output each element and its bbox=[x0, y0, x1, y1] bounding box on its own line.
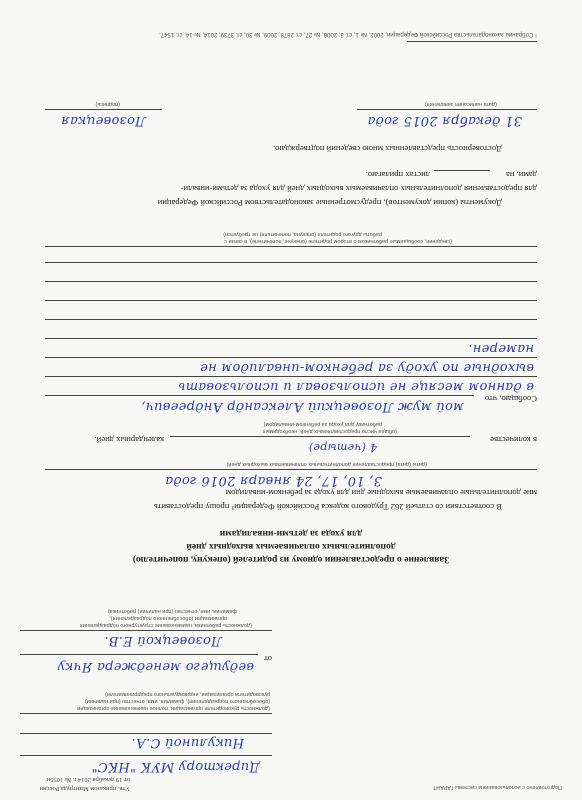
from-line-2 bbox=[20, 630, 272, 631]
from-name-handwritten: Лозовецкой Е.В. bbox=[104, 633, 222, 648]
approval-line-1: Утв. приказом Минтруда России bbox=[39, 785, 130, 792]
inform-line-7 bbox=[45, 281, 537, 282]
inform-line-8 bbox=[45, 262, 537, 263]
from-line-1 bbox=[20, 654, 258, 655]
documents-sheets-label: листах прилагаю. bbox=[365, 170, 430, 180]
amount-hint-1: (общее число предоставляемых дней, необходимых bbox=[262, 428, 397, 434]
signature-handwritten: Лозовецкая bbox=[60, 113, 146, 128]
date-handwritten: 31 декабря 2015 года bbox=[367, 113, 522, 128]
signature-line bbox=[45, 109, 162, 110]
form-title-line-1: Заявление о предоставлении одному из родителей (опекуну, попечителю) bbox=[132, 554, 450, 565]
garant-system-note: Подготовлено с использованием системы ГАРАНТ bbox=[432, 784, 562, 790]
inform-line-6 bbox=[45, 300, 537, 301]
request-dates-handwritten: 3, 10, 17, 24 января 2016 года bbox=[165, 473, 382, 488]
confirmation-text: Достоверность представленных мною сведений подтверждаю. bbox=[272, 144, 502, 154]
request-text-line-1: В соответствии со статьей 262 Трудового кодекса Российской Федерации¹ прошу предоставить bbox=[153, 502, 502, 512]
documents-line-3: дами, на bbox=[506, 170, 537, 180]
inform-line-9 bbox=[45, 246, 537, 247]
amount-handwritten: 4 (четыре) bbox=[308, 441, 377, 454]
inform-line-5 bbox=[45, 319, 537, 320]
footnote-text: ¹ Собрание законодательства Российской Федерации, 2002, № 1, ст. 3; 2006, № 27, ст. 2878; 2009, № 30, ст. 3739; 2014, № 14, ст. 1547. bbox=[159, 31, 537, 37]
inform-hint-2: работы другого родителя (опекуна, попечителя) не требуется) bbox=[223, 231, 382, 237]
request-text-line-2: мне дополнительные оплачиваемые выходные дни для ухода за ребенком-инвалидом bbox=[225, 488, 537, 498]
form-title-line-2: дополнительных оплачиваемых выходных дней bbox=[186, 541, 396, 552]
from-hint-1: (должность работника, наименование структурного подразделения bbox=[79, 622, 252, 628]
addressee-name-handwritten: Никулиной С.А. bbox=[131, 735, 244, 750]
from-label: от bbox=[264, 654, 272, 664]
inform-label: Сообщаю, что bbox=[484, 394, 537, 404]
days-label: календарных дней. bbox=[94, 435, 164, 445]
amount-line bbox=[170, 436, 470, 437]
signature-hint: (подпись) bbox=[95, 101, 120, 107]
inform-line-1 bbox=[45, 395, 474, 396]
amount-label: в количестве bbox=[490, 435, 537, 445]
inform-handwritten-1: мой муж Лозовецкий Александр Андреевич, bbox=[141, 399, 464, 414]
addressee-hint-3: руководителя организации, индивидуального предпринимателя) bbox=[105, 691, 270, 697]
request-dates-line bbox=[45, 469, 537, 470]
inform-line-4 bbox=[45, 338, 537, 339]
inform-handwritten-3: выходные по уходу за ребенком-инвалидом не bbox=[199, 360, 534, 375]
inform-handwritten-4: намерен. bbox=[468, 341, 534, 356]
inform-hint-1: (сведения, сообщаемые работником о втором родителе (опекуне, попечителе), в связи с bbox=[224, 238, 452, 244]
addressee-hint-1: (должность руководителя организации, полное наименование организации bbox=[77, 705, 270, 711]
addressee-line-2 bbox=[20, 733, 272, 734]
inform-line-2 bbox=[45, 376, 537, 377]
addressee-line-3 bbox=[20, 713, 272, 714]
documents-line-2: для предоставления дополнительных оплачиваемых выходных дней для ухода за детьми-инвали- bbox=[180, 184, 537, 194]
date-hint: (дата написания заявления) bbox=[424, 101, 497, 107]
inform-line-3 bbox=[45, 357, 537, 358]
sheets-count-line bbox=[434, 170, 490, 171]
from-hint-3: фамилия, имя, отчество (при наличии) работника) bbox=[107, 608, 237, 614]
addressee-position-handwritten: Директору МУК "НКС" bbox=[91, 759, 260, 774]
footnote-separator bbox=[407, 41, 537, 42]
documents-line-1: Документы (копии документов), предусмотренные законодательством Российской Федерации bbox=[157, 198, 502, 208]
request-dates-hint: (даты (дата) предоставления дополнительных оплачиваемых выходных дней) bbox=[226, 461, 427, 467]
addressee-hint-2: (обособленного подразделения), фамилия, имя, отчество (при наличии) bbox=[84, 698, 270, 704]
inform-handwritten-2: в данном месяце не использовал и использовать bbox=[178, 379, 534, 394]
addressee-line-1 bbox=[20, 755, 272, 756]
from-position-handwritten: ведущего менеджера Ячку bbox=[57, 659, 254, 674]
date-line bbox=[357, 109, 537, 110]
amount-hint-2: работнику для ухода за ребенком-инвалидом) bbox=[263, 421, 382, 427]
form-title-line-3: для ухода за детьми-инвалидами bbox=[219, 528, 363, 539]
from-hint-2: организации (обособленного подразделения), bbox=[109, 615, 227, 621]
approval-line-2: от 19 декабря 2014 г. № 1055н bbox=[46, 776, 130, 783]
